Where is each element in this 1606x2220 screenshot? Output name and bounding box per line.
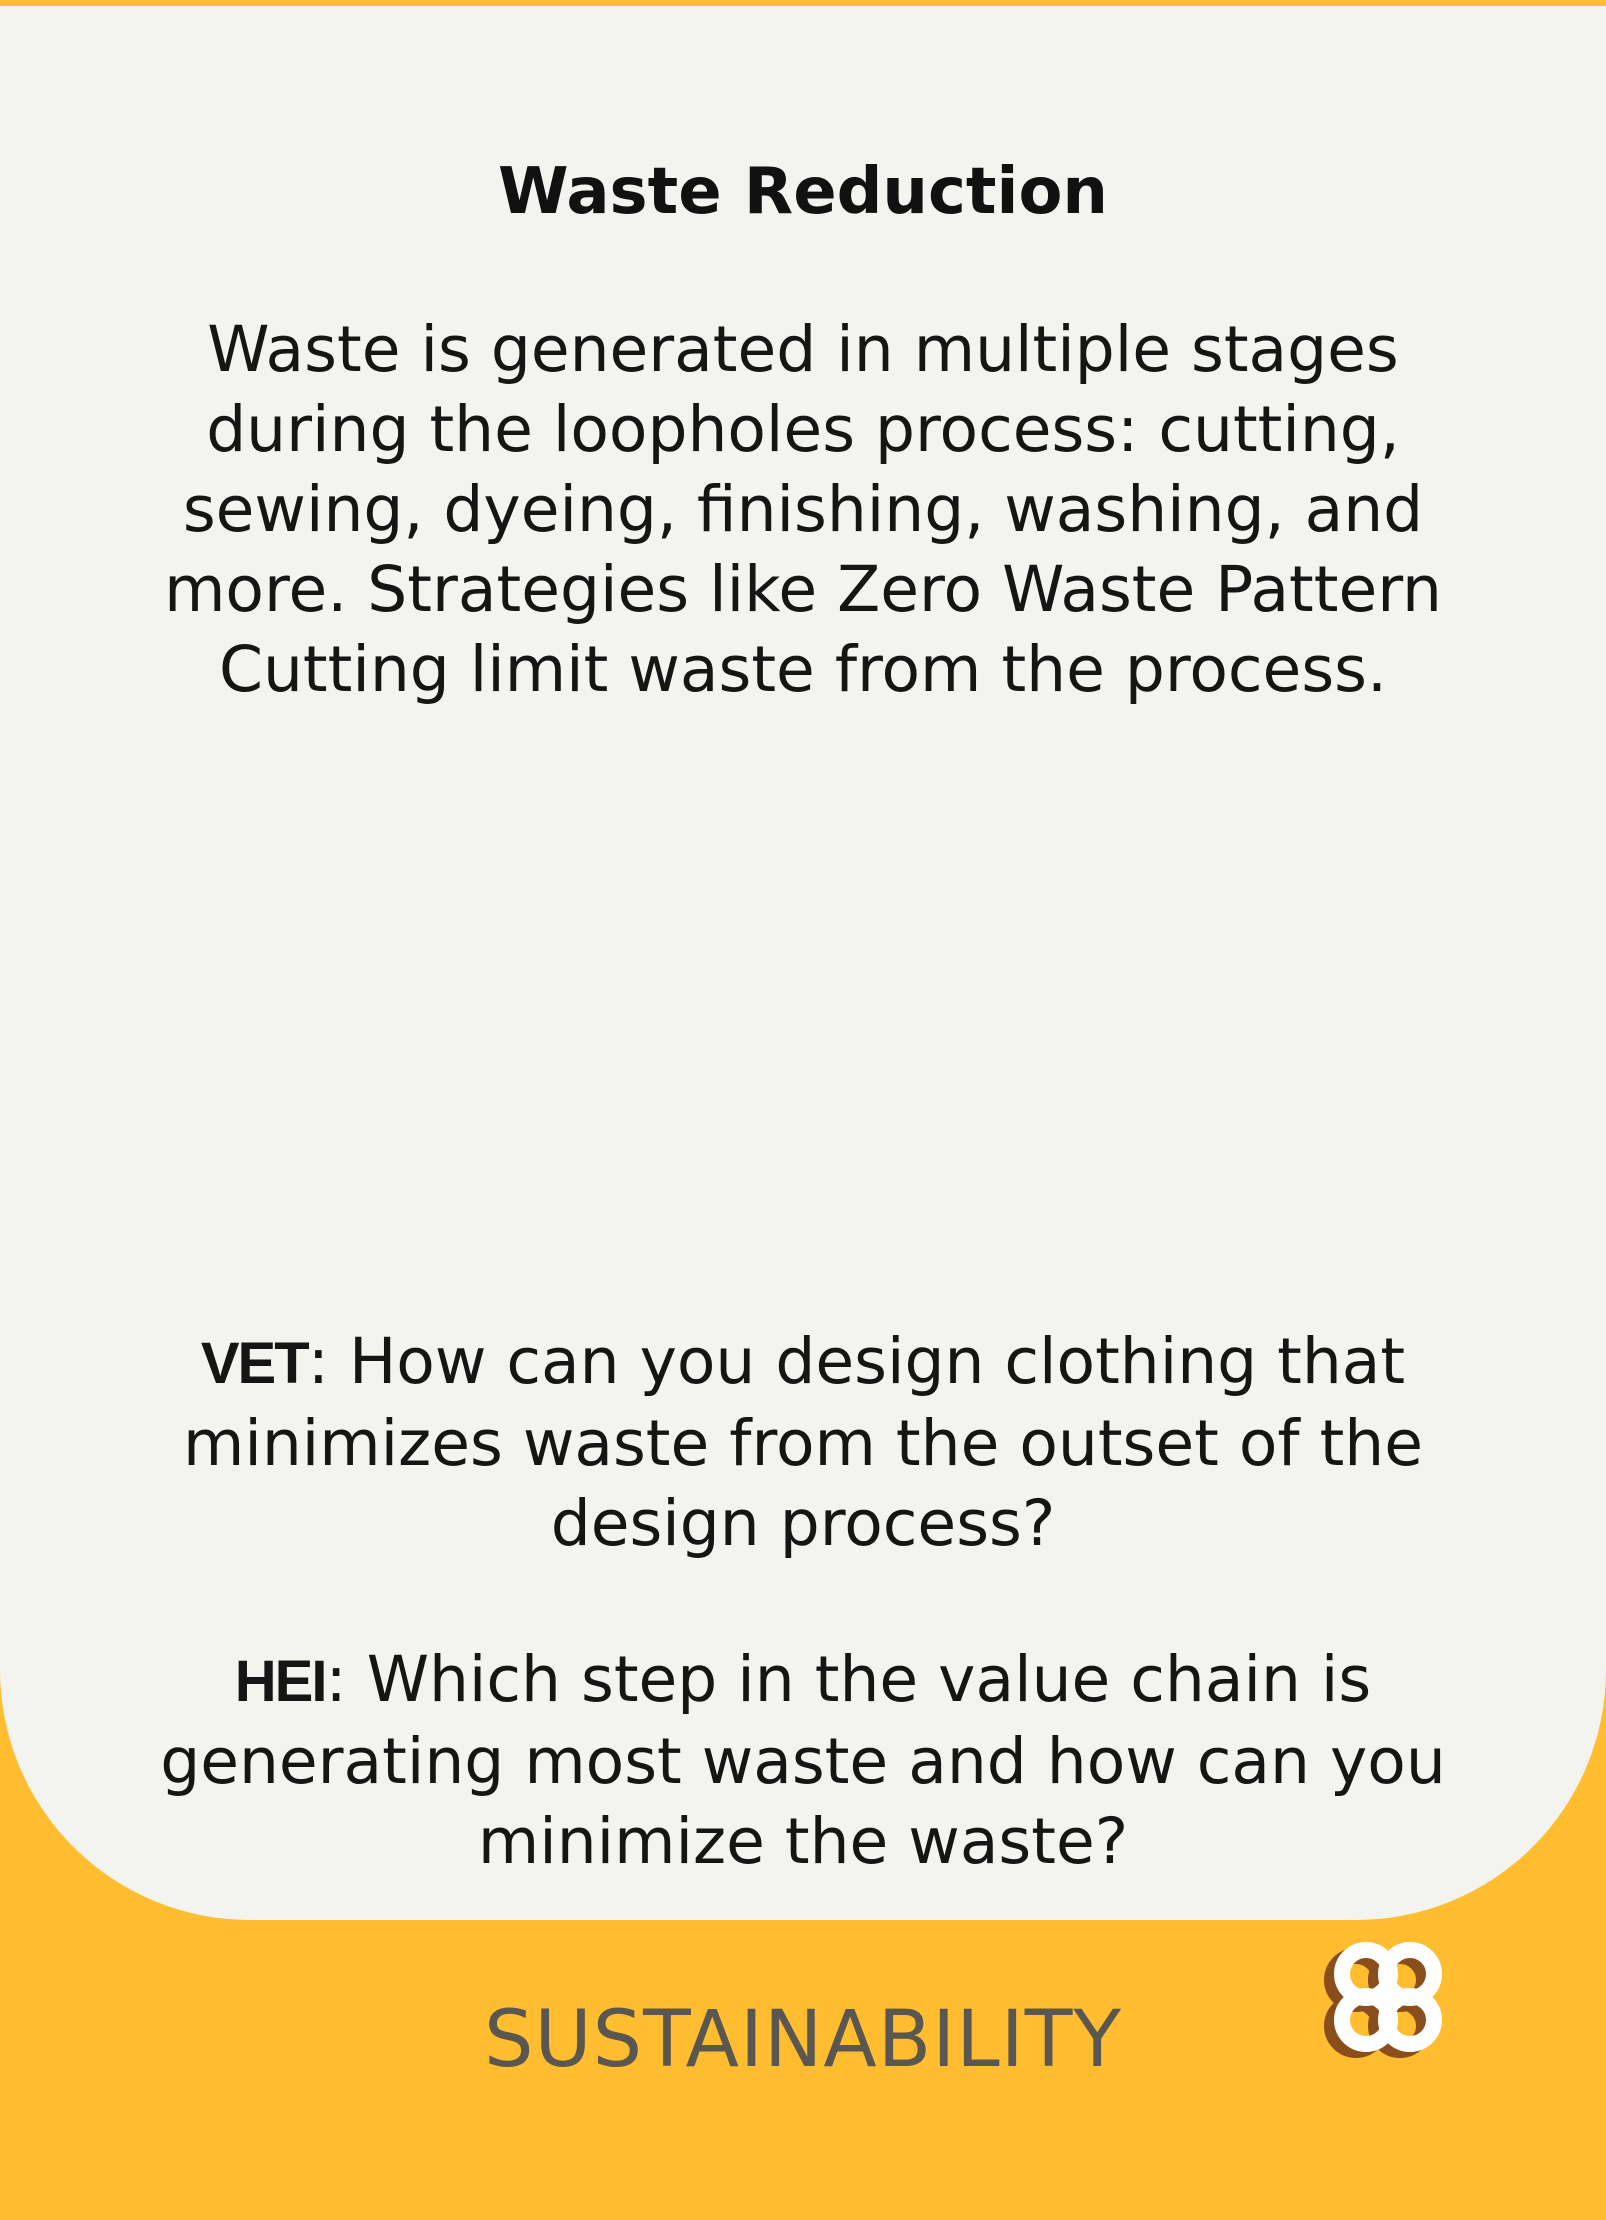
vet-question: : How can you design clothing that minimizes waste from the outset of the design process? — [183, 1325, 1423, 1560]
card-description: Waste is generated in multiple stages during the loopholes process: cutting, sewing, dyeing, finishing, washing, and more. Strategies like Zero Waste Pattern Cutting limit waste from the process. — [164, 313, 1442, 706]
vet-tag: VET — [200, 1331, 308, 1396]
hei-tag: HEI — [234, 1649, 326, 1714]
vet-prompt — [150, 1322, 1456, 1564]
hei-question: : Which step in the value chain is generating most waste and how can you minimize the waste? — [160, 1643, 1446, 1878]
brand-logo-icon — [1320, 1938, 1456, 2064]
hei-prompt — [150, 1640, 1456, 1882]
card-title: Waste Reduction — [498, 155, 1108, 229]
category-label: SUSTAINABILITY — [483, 1995, 1123, 2085]
card-panel — [0, 6, 1606, 1920]
